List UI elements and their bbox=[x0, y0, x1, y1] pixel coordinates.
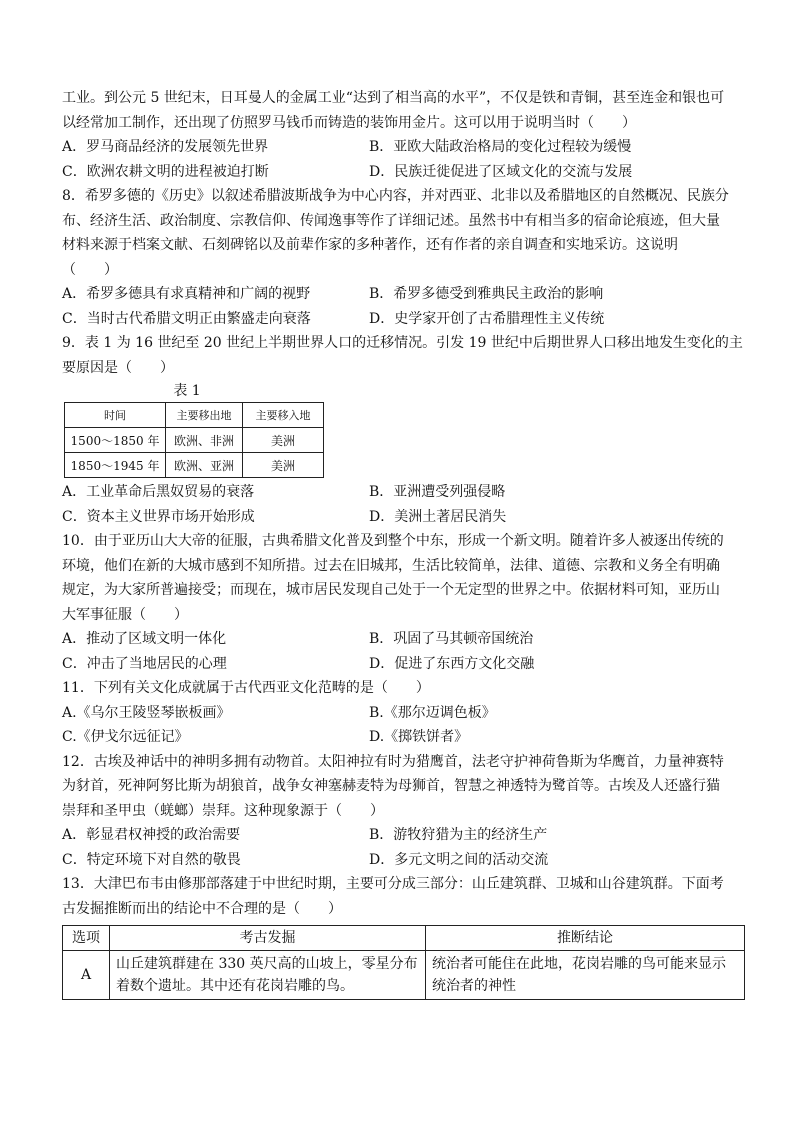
table-row bbox=[65, 428, 324, 453]
table-cell: 1500～1850 年 bbox=[65, 428, 166, 453]
table-header-cell: 主要移出地 bbox=[166, 403, 243, 428]
q8-stem-line: 8．希罗多德的《历史》以叙述希腊波斯战争为中心内容，并对西亚、北非以及希腊地区的自然概况、民族分 bbox=[62, 188, 729, 204]
table-header-row bbox=[65, 403, 324, 428]
q7-stem-line: 以经常加工制作，还出现了仿照罗马钱币而铸造的装饰用金片。这可以用于说明当时（ ） bbox=[62, 114, 636, 131]
q8-stem-line: 布、经济生活、政治制度、宗教信仰、传闻逸事等作了详细记述。虽然书中有相当多的宿命论痕迹，但大量 bbox=[62, 212, 720, 229]
q11-option-d: D.《掷铁饼者》 bbox=[369, 729, 469, 745]
q10-option-c: C．冲击了当地居民的心理 bbox=[62, 655, 227, 672]
q9-options-row bbox=[62, 505, 745, 530]
q8-option-c: C．当时古代希腊文明正由繁盛走向衰落 bbox=[62, 310, 311, 327]
q9-options-row bbox=[62, 480, 745, 505]
q8-option-d: D．史学家开创了古希腊理性主义传统 bbox=[369, 310, 605, 327]
q8-option-b: B．希罗多德受到雅典民主政治的影响 bbox=[369, 286, 604, 302]
q11-stem-line: 11．下列有关文化成就属于古代西亚文化范畴的是（ ） bbox=[62, 680, 430, 696]
table-cell: A bbox=[63, 951, 110, 1000]
q12-stem-line: 崇拜和圣甲虫（蜣螂）崇拜。这种现象源于（ ） bbox=[62, 802, 384, 819]
q8-options-row bbox=[62, 307, 745, 332]
q12-stem-line: 为豺首，死神阿努比斯为胡狼首，战争女神塞赫麦特为母狮首，智慧之神透特为鹭首等。古埃及人还盛行猫 bbox=[62, 778, 720, 794]
table-cell: 欧洲、非洲 bbox=[166, 428, 243, 453]
q8-stem-line: 材料来源于档案文献、石刻碑铭以及前辈作家的多种著作，还有作者的亲自调查和实地采访。这说明 bbox=[62, 237, 678, 253]
q7-options-row bbox=[62, 160, 745, 185]
table-header-cell: 推断结论 bbox=[426, 926, 745, 951]
table-cell: 美洲 bbox=[243, 428, 324, 453]
table-cell: 1850～1945 年 bbox=[65, 453, 166, 478]
q11-options-row bbox=[62, 725, 745, 750]
q9-migration-table bbox=[64, 402, 324, 478]
table-row bbox=[65, 453, 324, 478]
table-cell: 统治者可能住在此地，花岗岩雕的鸟可能来显示统治者的神性 bbox=[426, 951, 745, 1000]
q10-option-d: D．促进了东西方文化交融 bbox=[369, 655, 535, 672]
q7-option-d: D．民族迁徙促进了区域文化的交流与发展 bbox=[369, 163, 633, 180]
q8-stem-line: （ ） bbox=[62, 261, 118, 278]
q7-options-row bbox=[62, 135, 745, 160]
q9-option-c: C．资本主义世界市场开始形成 bbox=[62, 508, 255, 525]
table-header-cell: 考古发掘 bbox=[110, 926, 426, 951]
table-header-row bbox=[63, 926, 745, 951]
q8-options-row bbox=[62, 282, 745, 307]
q7-option-a: A．罗马商品经济的发展领先世界 bbox=[62, 139, 269, 155]
q12-option-b: B．游牧狩猎为主的经济生产 bbox=[369, 827, 548, 843]
q11-option-b: B.《那尔迈调色板》 bbox=[369, 704, 496, 721]
q10-option-b: B．巩固了马其顿帝国统治 bbox=[369, 631, 534, 647]
q12-option-c: C．特定环境下对自然的敬畏 bbox=[62, 851, 241, 868]
q9-stem-line: 要原因是（ ） bbox=[62, 359, 174, 376]
q10-option-a: A．推动了区域文明一体化 bbox=[62, 631, 227, 647]
q12-option-d: D．多元文明之间的活动交流 bbox=[369, 851, 549, 868]
q13-stem-line: 13．大津巴布韦由修那部落建于中世纪时期，主要可分成三部分：山丘建筑群、卫城和山谷建筑群。下面考 bbox=[62, 876, 724, 892]
q11-option-a: A.《乌尔王陵竖琴嵌板画》 bbox=[62, 704, 231, 721]
q9-table-caption: 表 1 bbox=[173, 383, 201, 399]
exam-page bbox=[62, 86, 745, 1000]
q10-options-row bbox=[62, 652, 745, 677]
table-header-cell: 时间 bbox=[65, 403, 166, 428]
q11-option-c: C.《伊戈尔远征记》 bbox=[62, 729, 189, 745]
table-header-cell: 主要移入地 bbox=[243, 403, 324, 428]
table-row bbox=[63, 951, 745, 1000]
q13-archaeology-table bbox=[62, 925, 745, 1000]
q7-stem-line: 工业。到公元 5 世纪末，日耳曼人的金属工业“达到了相当高的水平”，不仅是铁和青铜，甚至连金和银也可 bbox=[62, 90, 725, 106]
q10-stem-line: 10．由于亚历山大大帝的征服，古典希腊文化普及到整个中东，形成一个新文明。随着许多人被逐出传统的 bbox=[62, 533, 724, 549]
q10-stem-line: 环境，他们在新的大城市感到不知所措。过去在旧城邦，生活比较简单，法律、道德、宗教和义务全有明确 bbox=[62, 557, 720, 574]
q10-stem-line: 大军事征服（ ） bbox=[62, 606, 188, 623]
q10-options-row bbox=[62, 627, 745, 652]
q10-stem-line: 规定，为大家所普遍接受；而现在，城市居民发现自己处于一个无定型的世界之中。依据材料可知，亚历山 bbox=[62, 582, 720, 598]
q9-stem-line: 9．表 1 为 16 世纪至 20 世纪上半期世界人口的迁移情况。引发 19 世纪中后期世界人口移出地发生变化的主 bbox=[62, 335, 743, 351]
q9-option-d: D．美洲土著居民消失 bbox=[369, 508, 507, 525]
q12-stem-line: 12．古埃及神话中的神明多拥有动物首。太阳神拉有时为猎鹰首，法老守护神荷鲁斯为华鹰首，力量神赛特 bbox=[62, 753, 724, 770]
q7-option-b: B．亚欧大陆政治格局的变化过程较为缓慢 bbox=[369, 139, 632, 155]
table-header-cell: 选项 bbox=[63, 926, 110, 951]
table-cell: 美洲 bbox=[243, 453, 324, 478]
q12-options-row bbox=[62, 848, 745, 873]
q8-option-a: A．希罗多德具有求真精神和广阔的视野 bbox=[62, 286, 311, 302]
q12-option-a: A．彰显君权神授的政治需要 bbox=[62, 827, 241, 843]
q7-option-c: C．欧洲农耕文明的进程被迫打断 bbox=[62, 163, 269, 180]
q9-option-a: A．工业革命后黑奴贸易的衰落 bbox=[62, 484, 255, 500]
q11-options-row bbox=[62, 701, 745, 726]
table-cell: 山丘建筑群建在 330 英尺高的山坡上，零星分布着数个遗址。其中还有花岗岩雕的鸟。 bbox=[110, 951, 426, 1000]
q13-stem-line: 古发掘推断而出的结论中不合理的是（ ） bbox=[62, 900, 342, 917]
q12-options-row bbox=[62, 823, 745, 848]
table-cell: 欧洲、亚洲 bbox=[166, 453, 243, 478]
q9-option-b: B．亚洲遭受列强侵略 bbox=[369, 484, 506, 500]
